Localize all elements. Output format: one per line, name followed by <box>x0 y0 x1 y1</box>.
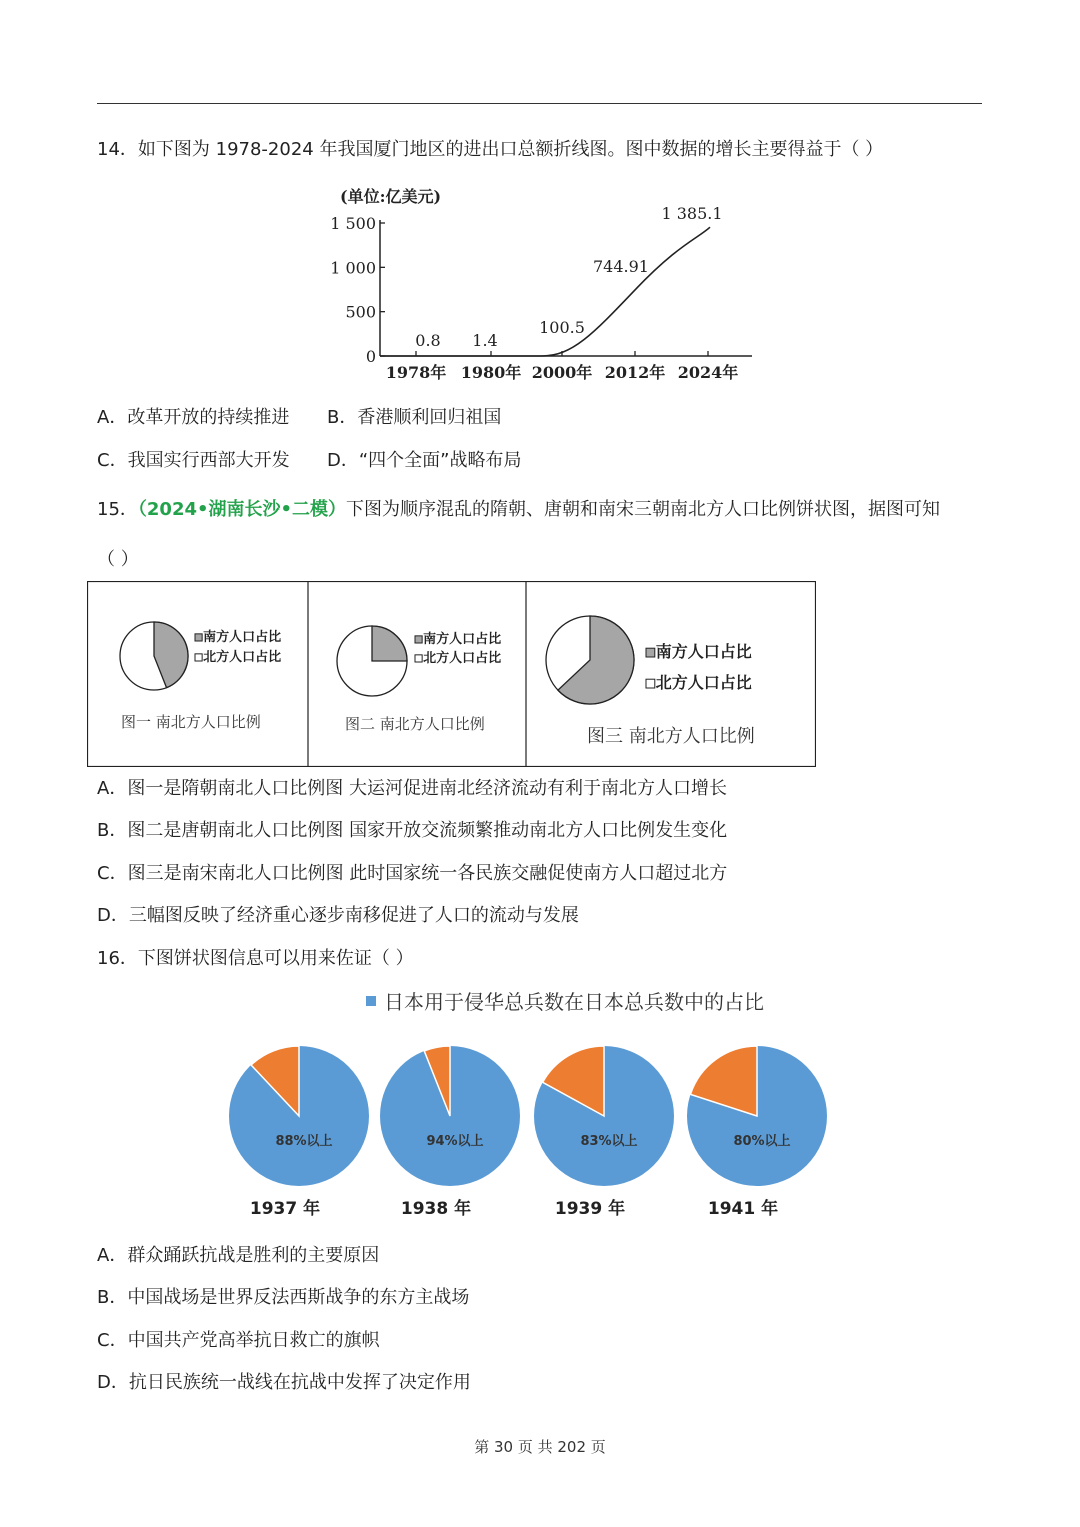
q15-pie-caption: 图二 南北方人口比例 <box>345 715 485 733</box>
q14-option-d: D．“四个全面”战略布局 <box>327 450 522 471</box>
q16-legend-swatch <box>366 996 376 1006</box>
q15-legend-label-north: 北方人口占比 <box>423 651 502 666</box>
q16-stem <box>97 947 414 971</box>
q14-unit-label: (单位:亿美元) <box>340 187 442 206</box>
q14-x-tick-label: 2000年 <box>531 363 593 382</box>
q16-pie-year-label: 1938 年 <box>400 1199 472 1219</box>
q15-legend-label-north: 北方人口占比 <box>655 673 752 692</box>
q16-number: 16． <box>97 948 138 969</box>
q16-stem-text: 下图饼状图信息可以用来佐证（ ） <box>137 948 414 969</box>
q14-x-tick-label: 1980年 <box>460 363 522 382</box>
q14-option-c: C．我国实行西部大开发 <box>97 450 290 471</box>
q16-pie-charts <box>220 985 840 1225</box>
q14-y-tick-label: 1 000 <box>330 258 376 278</box>
q16-pie-year-label: 1937 年 <box>249 1199 321 1219</box>
page-footer: 第 30 页 共 202 页 <box>474 1438 606 1456</box>
q15-source: （2024•湖南长沙•二模） <box>137 499 347 520</box>
q15-number: 15． <box>97 499 138 520</box>
q16-option-c: C．中国共产党高举抗日救亡的旗帜 <box>97 1330 380 1351</box>
q14-y-tick-label: 1 500 <box>330 214 376 233</box>
q16-pie-value-label: 88%以上 <box>275 1134 333 1149</box>
q14-line-chart <box>320 180 760 385</box>
q14-data-label: 744.91 <box>593 256 649 276</box>
q14-x-tick-label: 1978年 <box>385 363 447 382</box>
q15-option-d: D．三幅图反映了经济重心逐步南移促进了人口的流动与发展 <box>97 905 579 926</box>
q15-legend-label-north: 北方人口占比 <box>203 650 282 665</box>
q15-stem-text: 下图为顺序混乱的隋朝、唐朝和南宋三朝南北方人口比例饼状图，据图可知 <box>346 499 941 520</box>
q14-data-label: 1 385.1 <box>661 204 723 224</box>
q14-number: 14． <box>97 139 138 160</box>
q16-legend-label: 日本用于侵华总兵数在日本总兵数中的占比 <box>384 990 764 1014</box>
q15-legend-label-south: 南方人口占比 <box>423 632 502 647</box>
q15-legend-swatch-south <box>195 634 202 641</box>
q16-pie-value-label: 83%以上 <box>580 1134 638 1149</box>
q14-data-label: 100.5 <box>539 318 585 338</box>
q16-option-a: A．群众踊跃抗战是胜利的主要原因 <box>97 1245 380 1266</box>
q15-pie-panel <box>87 581 816 767</box>
q15-option-c: C．图三是南宋南北人口比例图 此时国家统一各民族交融促使南方人口超过北方 <box>97 863 728 884</box>
q14-data-label: 1.4 <box>472 330 498 350</box>
q14-x-tick-label: 2024年 <box>677 363 739 382</box>
q15-legend-swatch-north <box>195 654 202 661</box>
q14-option-b: B．香港顺利回归祖国 <box>327 407 502 428</box>
q16-pie-value-label: 80%以上 <box>733 1134 791 1149</box>
q15-legend-swatch-north <box>415 655 422 662</box>
q14-option-a: A．改革开放的持续推进 <box>97 407 290 428</box>
q15-stem <box>97 498 940 522</box>
q14-stem-text: 如下图为 1978-2024 年我国厦门地区的进出口总额折线图。图中数据的增长主要得益于（ ） <box>137 139 884 160</box>
q15-option-b: B．图二是唐朝南北人口比例图 国家开放交流频繁推动南北方人口比例发生变化 <box>97 820 728 841</box>
q16-pie-year-label: 1939 年 <box>554 1199 626 1219</box>
q15-legend-swatch-south <box>646 648 655 657</box>
q15-option-a: A．图一是隋朝南北人口比例图 大运河促进南北经济流动有利于南北方人口增长 <box>97 778 728 799</box>
q15-legend-label-south: 南方人口占比 <box>655 642 752 661</box>
q15-stem-end: （ ） <box>97 549 139 570</box>
q14-x-tick-label: 2012年 <box>604 363 666 382</box>
header-rule <box>97 103 982 104</box>
q15-pie-caption: 图一 南北方人口比例 <box>121 713 261 731</box>
q16-option-d: D．抗日民族统一战线在抗战中发挥了决定作用 <box>97 1372 471 1393</box>
q14-y-tick-label: 0 <box>365 347 376 366</box>
q14-data-label: 0.8 <box>415 330 441 350</box>
q14-y-tick-label: 500 <box>345 302 376 322</box>
q15-legend-swatch-south <box>415 636 422 643</box>
q16-option-b: B．中国战场是世界反法西斯战争的东方主战场 <box>97 1287 470 1308</box>
q14-stem <box>97 138 883 162</box>
q15-legend-label-south: 南方人口占比 <box>203 630 282 645</box>
q15-legend-swatch-north <box>646 679 655 688</box>
q16-pie-value-label: 94%以上 <box>426 1134 484 1149</box>
q16-pie-year-label: 1941 年 <box>707 1199 779 1219</box>
q15-pie-caption: 图三 南北方人口比例 <box>587 726 755 747</box>
